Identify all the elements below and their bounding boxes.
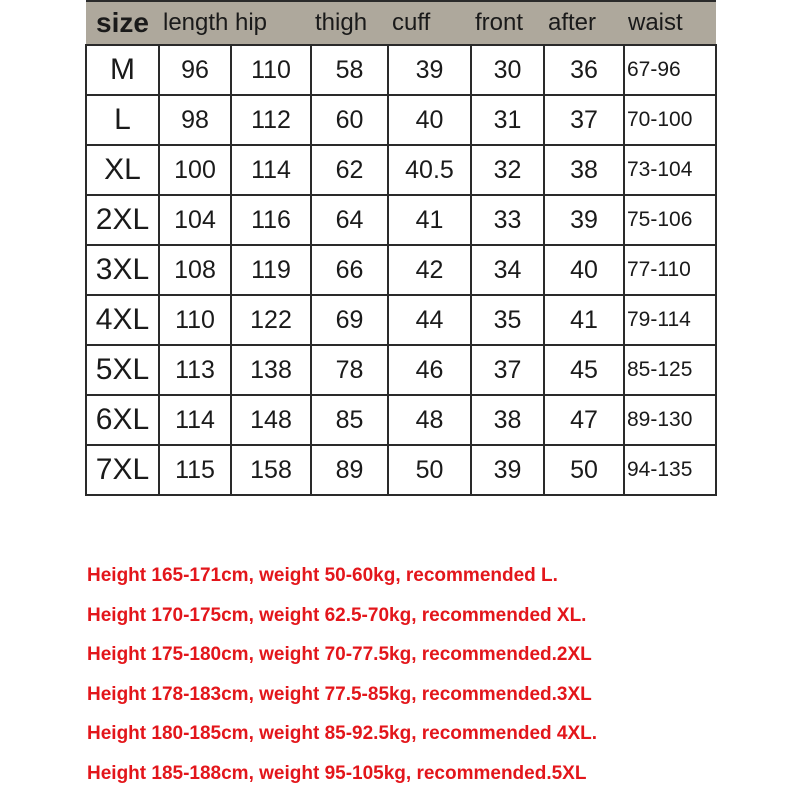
- waist-cell: 73-104: [624, 145, 716, 195]
- size-cell: 5XL: [86, 345, 159, 395]
- header-waist: waist: [624, 1, 716, 45]
- after-cell: 45: [544, 345, 624, 395]
- after-cell: 50: [544, 445, 624, 495]
- thigh-cell: 62: [311, 145, 388, 195]
- table-row: [86, 295, 716, 345]
- size-cell: 6XL: [86, 395, 159, 445]
- after-cell: 37: [544, 95, 624, 145]
- thigh-cell: 64: [311, 195, 388, 245]
- hip-cell: 119: [231, 245, 311, 295]
- length-cell: 96: [159, 45, 231, 95]
- table-row: [86, 95, 716, 145]
- cuff-cell: 46: [388, 345, 471, 395]
- cuff-cell: 44: [388, 295, 471, 345]
- front-cell: 38: [471, 395, 544, 445]
- waist-cell: 70-100: [624, 95, 716, 145]
- table-row: [86, 345, 716, 395]
- recommendation-line: Height 185-188cm, weight 95-105kg, recommended.5XL: [87, 762, 587, 784]
- recommendation-line: Height 170-175cm, weight 62.5-70kg, recommended XL.: [87, 604, 587, 626]
- front-cell: 37: [471, 345, 544, 395]
- header-cuff: cuff: [388, 1, 471, 45]
- table-row: [86, 445, 716, 495]
- length-cell: 114: [159, 395, 231, 445]
- size-cell: 7XL: [86, 445, 159, 495]
- table-row: [86, 245, 716, 295]
- front-cell: 33: [471, 195, 544, 245]
- hip-cell: 112: [231, 95, 311, 145]
- thigh-cell: 66: [311, 245, 388, 295]
- hip-cell: 158: [231, 445, 311, 495]
- size-cell: M: [86, 45, 159, 95]
- recommendation-line: Height 178-183cm, weight 77.5-85kg, recommended.3XL: [87, 683, 592, 705]
- waist-cell: 77-110: [624, 245, 716, 295]
- waist-cell: 94-135: [624, 445, 716, 495]
- hip-cell: 148: [231, 395, 311, 445]
- hip-cell: 110: [231, 45, 311, 95]
- front-cell: 32: [471, 145, 544, 195]
- header-length: length: [159, 1, 231, 45]
- recommendation-list: [87, 556, 597, 794]
- thigh-cell: 78: [311, 345, 388, 395]
- cuff-cell: 39: [388, 45, 471, 95]
- length-cell: 110: [159, 295, 231, 345]
- size-cell: XL: [86, 145, 159, 195]
- recommendation-line: Height 175-180cm, weight 70-77.5kg, recommended.2XL: [87, 644, 592, 666]
- size-cell: 4XL: [86, 295, 159, 345]
- after-cell: 41: [544, 295, 624, 345]
- cuff-cell: 41: [388, 195, 471, 245]
- recommendation-line: Height 180-185cm, weight 85-92.5kg, recommended 4XL.: [87, 723, 598, 745]
- header-front: front: [471, 1, 544, 45]
- waist-cell: 89-130: [624, 395, 716, 445]
- cuff-cell: 50: [388, 445, 471, 495]
- front-cell: 35: [471, 295, 544, 345]
- length-cell: 108: [159, 245, 231, 295]
- length-cell: 104: [159, 195, 231, 245]
- waist-cell: 75-106: [624, 195, 716, 245]
- table-row: [86, 395, 716, 445]
- table-row: [86, 145, 716, 195]
- size-cell: 2XL: [86, 195, 159, 245]
- cuff-cell: 42: [388, 245, 471, 295]
- hip-cell: 122: [231, 295, 311, 345]
- after-cell: 40: [544, 245, 624, 295]
- size-cell: L: [86, 95, 159, 145]
- header-size: size: [86, 1, 159, 45]
- header-hip: hip: [231, 1, 311, 45]
- cuff-cell: 48: [388, 395, 471, 445]
- hip-cell: 116: [231, 195, 311, 245]
- after-cell: 38: [544, 145, 624, 195]
- after-cell: 36: [544, 45, 624, 95]
- size-chart-header-row: [86, 1, 716, 45]
- waist-cell: 67-96: [624, 45, 716, 95]
- table-row: [86, 45, 716, 95]
- hip-cell: 138: [231, 345, 311, 395]
- length-cell: 113: [159, 345, 231, 395]
- after-cell: 39: [544, 195, 624, 245]
- recommendation-line: Height 165-171cm, weight 50-60kg, recommended L.: [87, 565, 558, 586]
- waist-cell: 85-125: [624, 345, 716, 395]
- thigh-cell: 89: [311, 445, 388, 495]
- size-cell: 3XL: [86, 245, 159, 295]
- header-thigh: thigh: [311, 1, 388, 45]
- cuff-cell: 40: [388, 95, 471, 145]
- table-row: [86, 195, 716, 245]
- length-cell: 100: [159, 145, 231, 195]
- waist-cell: 79-114: [624, 295, 716, 345]
- front-cell: 39: [471, 445, 544, 495]
- thigh-cell: 58: [311, 45, 388, 95]
- length-cell: 115: [159, 445, 231, 495]
- hip-cell: 114: [231, 145, 311, 195]
- thigh-cell: 85: [311, 395, 388, 445]
- front-cell: 34: [471, 245, 544, 295]
- front-cell: 31: [471, 95, 544, 145]
- header-after: after: [544, 1, 624, 45]
- thigh-cell: 69: [311, 295, 388, 345]
- front-cell: 30: [471, 45, 544, 95]
- cuff-cell: 40.5: [388, 145, 471, 195]
- size-chart-table: [85, 0, 717, 496]
- after-cell: 47: [544, 395, 624, 445]
- thigh-cell: 60: [311, 95, 388, 145]
- length-cell: 98: [159, 95, 231, 145]
